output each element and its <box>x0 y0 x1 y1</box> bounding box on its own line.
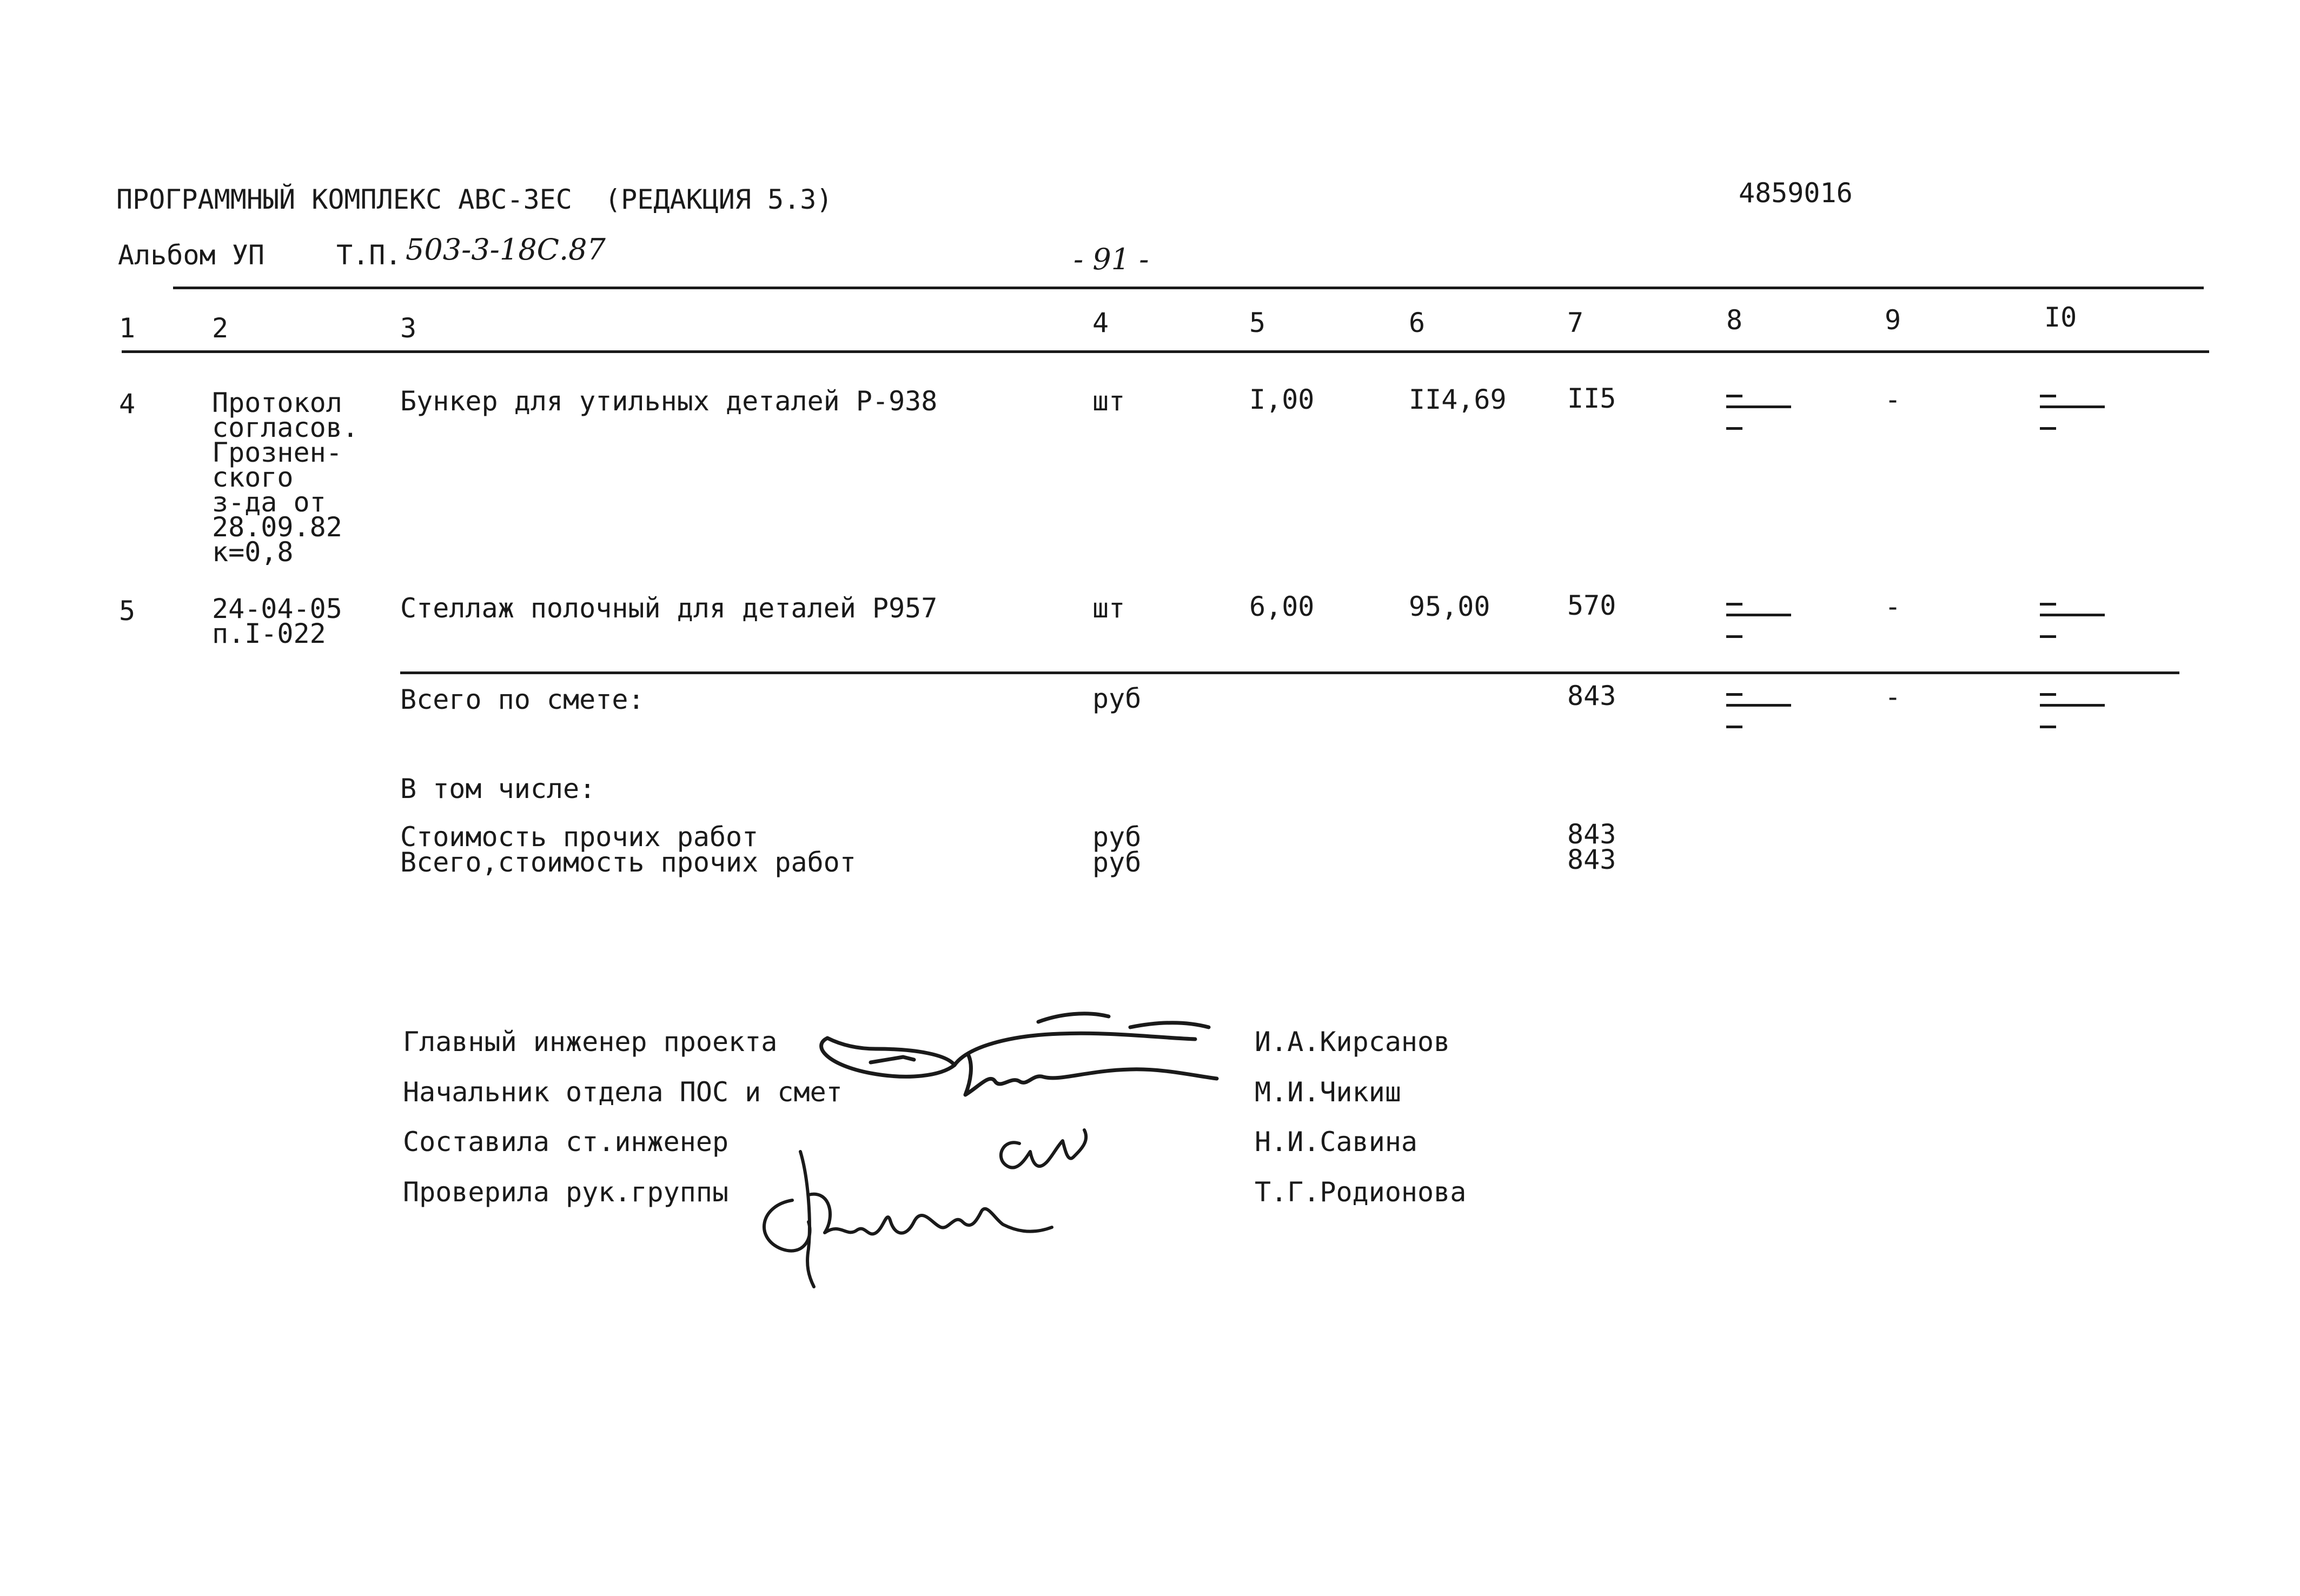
row-5-total: 570 <box>1567 590 1616 621</box>
row-5-name: Стеллаж полочный для деталей Р957 <box>400 593 938 624</box>
tp-label: Т.П. <box>336 240 402 271</box>
including-item-2-label: Всего,стоимость прочих работ <box>400 847 856 878</box>
totals-label: Всего по смете: <box>400 684 645 715</box>
totals-col8-dash-mark <box>1726 693 1807 731</box>
page-number: - 91 - <box>1073 242 1149 276</box>
including-item-1-value: 843 <box>1567 819 1616 850</box>
col-header-10: I0 <box>2044 302 2077 333</box>
chief-engineer-signature <box>806 1006 1228 1125</box>
including-item-2-value: 843 <box>1567 844 1616 875</box>
col-header-9: 9 <box>1885 304 1901 336</box>
signature-name-4: Т.Г.Родионова <box>1255 1176 1467 1208</box>
row-4-basis: Протокол согласов. Грознен- ского з-да от 28.09.82 к=0,8 <box>212 387 359 568</box>
row-4-col10-dash-mark <box>2040 395 2121 433</box>
row-4-price: II4,69 <box>1409 384 1507 415</box>
signature-name-2: М.И.Чикиш <box>1255 1076 1401 1108</box>
totals-rule <box>400 671 2179 674</box>
document-number: 4859016 <box>1739 177 1853 209</box>
row-5-unit: шт <box>1092 593 1125 624</box>
totals-value: 843 <box>1567 680 1616 711</box>
col-header-7: 7 <box>1567 307 1584 338</box>
col-header-5: 5 <box>1249 307 1266 338</box>
signature-role-1: Главный инженер проекта <box>403 1026 778 1058</box>
row-5-basis: 24-04-05 п.I-022 <box>212 593 342 649</box>
row-4-total: II5 <box>1567 383 1616 414</box>
header-bottom-rule <box>122 350 2209 353</box>
row-4-col8-dash-mark <box>1726 395 1807 433</box>
col-header-2: 2 <box>212 312 229 344</box>
col-header-4: 4 <box>1092 307 1109 338</box>
header-top-rule <box>173 287 2204 289</box>
row-4-qty: I,00 <box>1249 384 1315 415</box>
row-5-col9: - <box>1885 591 1901 622</box>
including-label: В том числе: <box>400 773 596 804</box>
col-header-3: 3 <box>400 312 417 344</box>
col-header-1: 1 <box>119 312 136 344</box>
row-5-col10-dash-mark <box>2040 603 2121 641</box>
signature-name-1: И.А.Кирсанов <box>1255 1026 1450 1058</box>
signature-name-3: Н.И.Савина <box>1255 1126 1418 1158</box>
col-header-8: 8 <box>1726 304 1743 336</box>
row-4-name: Бункер для утильных деталей Р-938 <box>400 385 938 417</box>
checker-signature <box>749 1114 1095 1287</box>
including-item-2-unit: руб <box>1092 847 1142 878</box>
including-item-1-label: Стоимость прочих работ <box>400 821 759 853</box>
including-item-1-unit: руб <box>1092 821 1142 853</box>
totals-col9: - <box>1885 681 1901 713</box>
album-label: Альбом УП <box>118 240 264 271</box>
row-5-col8-dash-mark <box>1726 603 1807 641</box>
row-5-price: 95,00 <box>1409 591 1490 622</box>
col-header-6: 6 <box>1409 307 1426 338</box>
tp-code: 503-3-18С.87 <box>406 232 606 267</box>
row-4-number: 4 <box>119 388 136 420</box>
signature-role-3: Составила ст.инженер <box>403 1126 729 1158</box>
signature-role-4: Проверила рук.группы <box>403 1176 729 1208</box>
program-title: ПРОГРАММНЫЙ КОМПЛЕКС АВС-ЗЕС (РЕДАКЦИЯ 5.3) <box>116 184 833 215</box>
signature-role-2: Начальник отдела ПОС и смет <box>403 1076 843 1108</box>
row-4-unit: шт <box>1092 385 1125 417</box>
row-5-number: 5 <box>119 595 136 627</box>
totals-col10-dash-mark <box>2040 693 2121 731</box>
row-5-qty: 6,00 <box>1249 591 1315 622</box>
row-4-col9: - <box>1885 384 1901 415</box>
totals-unit: руб <box>1092 683 1142 714</box>
